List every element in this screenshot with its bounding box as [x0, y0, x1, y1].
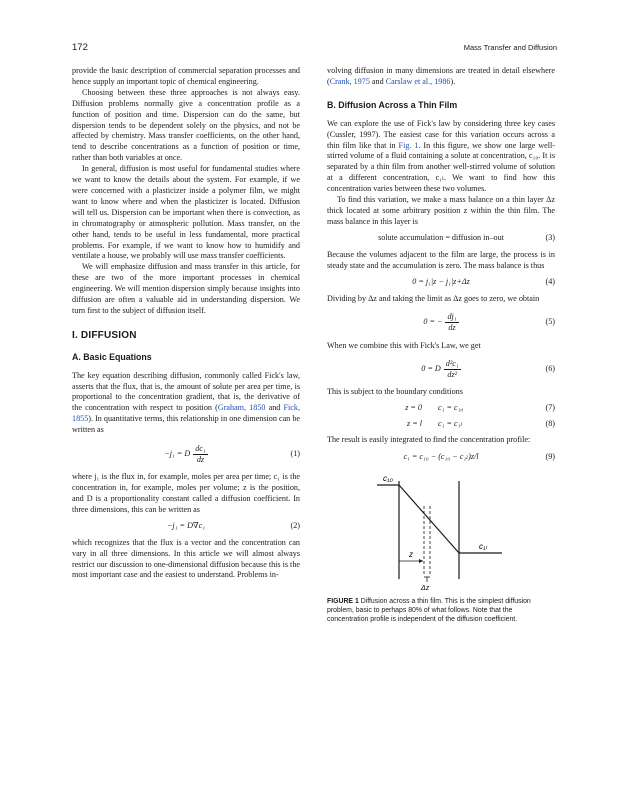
numerator: dj₁: [447, 312, 457, 321]
subsection-heading: A. Basic Equations: [72, 351, 152, 362]
denominator: dz: [448, 323, 456, 332]
z-arrowhead: [419, 559, 423, 563]
paragraph: [327, 119, 555, 195]
c10-label: c₁₀: [383, 474, 393, 484]
fraction: [193, 444, 208, 465]
left-column: [72, 66, 300, 581]
paragraph: Because the volumes adjacent to the film are large, the process is in steady state and the accumulation is zero. The mass balance is thus: [327, 249, 555, 270]
equation-number: (1): [290, 448, 300, 458]
paragraph-text: and: [369, 76, 386, 86]
equation-6: [327, 356, 555, 382]
equation-number: (6): [545, 363, 555, 373]
section-heading: I. DIFFUSION: [72, 329, 137, 341]
figure-caption: [327, 597, 555, 624]
paragraph: Choosing between these three approaches is not always easy. Diffusion problems normally give a concentration profile as a function of position and time. Dispersion can do the same, but dispersion tends to be dependent solely on the physics, and not be affected by chemistry. Mass transfer coefficients, on the other hand, tend to describe concentrations as a function of position or time, rather than both variables at once.: [72, 87, 300, 163]
paragraph-text: . In this figure, we show one large well-stirred volume of a fluid containing a solute at concentration, c₁₀. It is separated by a thin film from another well-stirred volume of solution at a different concentration, c₁ₗ. We want to find how this concentration varies between these two volumes.: [327, 140, 556, 194]
right-column: [327, 66, 555, 624]
equation-2: [72, 521, 300, 533]
equation-number: (4): [545, 277, 555, 287]
figure-link[interactable]: Fig. 1: [398, 140, 419, 150]
equation-number: (9): [545, 451, 555, 461]
figure-1: [327, 471, 555, 591]
paragraph: [72, 371, 300, 436]
thin-film-diagram: [327, 471, 555, 591]
numerator: d²c₁: [445, 358, 459, 368]
paragraph-text: ). In quantitative terms, this relationship in one dimension can be written as: [72, 414, 300, 435]
equation-number: (5): [545, 317, 555, 327]
paragraph-text: The key equation describing diffusion, commonly called Fick's law, asserts that the flux, that is, the amount of solute per area per time, is proportional to the concentration gradient, that is, the derivative of the concentration with respect to position (: [72, 370, 300, 413]
c1l-label: c₁ₗ: [479, 542, 487, 552]
equation-3: [327, 233, 555, 245]
paragraph-text: We can explore the use of Fick's law by considering three key cases (Cussler, 1997). The easiest case for this variation occurs across a thin film like that in: [327, 118, 555, 150]
equation-number: (8): [545, 419, 555, 429]
equation-1: [72, 441, 300, 467]
equation-9: [327, 451, 555, 463]
paragraph: In general, diffusion is most useful for fundamental studies where we want to know the details about the system. For example, if we were concerned with a plasticizer inside a polymer film, we might want to know where and when the plasticizer is located. Diffusion will tell us. Dispersion can be important when there is convection, as in chromatography or atmospheric pollution. Mass transfer, on the other hand, tends to be useful in less fundamental, more practical problems. For example, if we want to know how to humidify and ventilate a house, we probably will use mass transfer coefficients.: [72, 164, 300, 261]
paragraph: provide the basic description of commercial separation processes and hence supply an important topic of chemical engineering.: [72, 66, 300, 86]
paragraph-text: ).: [450, 76, 456, 86]
equation-7: [327, 403, 555, 414]
citation-link[interactable]: Carslaw et al., 1986: [385, 76, 451, 86]
paragraph-text: volving diffusion in many dimensions are treated in detail elsewhere (: [327, 66, 555, 86]
citation-link[interactable]: Crank, 1975: [329, 76, 370, 86]
equation-5: [327, 310, 555, 336]
equation-number: (2): [290, 521, 300, 531]
boundary-position: z = 0: [405, 403, 422, 413]
paragraph: This is subject to the boundary conditions: [327, 387, 463, 397]
page-number: 172: [72, 42, 88, 53]
z-label: z: [409, 550, 413, 560]
subsection-heading: B. Diffusion Across a Thin Film: [327, 99, 458, 110]
equation-lhs: 0 = −: [423, 317, 443, 327]
concentration-profile: [399, 485, 459, 553]
caption-text: Diffusion across a thin film. This is the simplest diffusion problem, basic to perhaps 80% of what follows. Note that the concentration profile is independent of the diffusion coefficient.: [327, 598, 531, 624]
paragraph: The result is easily integrated to find the concentration profile:: [327, 435, 531, 445]
fraction: [445, 312, 458, 333]
equation-lhs: 0 = D: [421, 363, 441, 373]
paragraph: where j₁ is the flux in, for example, moles per area per time; c₁ is the concentration in, for example, moles per volume; z is the position, and D is a proportionality constant called a diffusion coefficient. In three dimensions, this can be written as: [72, 472, 300, 514]
boundary-position: z = l: [407, 419, 422, 429]
paragraph: which recognizes that the flux is a vector and the concentration can vary in all three dimensions. In this article we will almost always restrict our discussion to one-dimensional diffusion because this is the most important case and the easiest to understand. Problems in-: [72, 537, 300, 580]
fraction: [444, 359, 461, 380]
equation-text: solute accumulation = diffusion in–out: [378, 233, 504, 243]
caption-label: FIGURE 1: [327, 598, 359, 606]
paragraph: To find this variation, we make a mass balance on a thin layer Δz thick located at some arbitrary position z within the thin film. The mass balance in this layer is: [327, 195, 555, 226]
denominator: dz: [196, 454, 205, 464]
equation-text: c₁ = c₁₀ − (c₁₀ − c₁ₗ)z/l: [403, 451, 479, 461]
denominator: dz²: [447, 369, 458, 379]
equation-number: (3): [545, 233, 555, 243]
paragraph: We will emphasize diffusion and mass transfer in this article, for these are two of the more important processes in chemical engineering. We will mention dispersion simply because insights into diffusion are often a valuable aid in understanding dispersion. We turn first to the subject of diffusion itself.: [72, 262, 300, 315]
citation-link[interactable]: Fick, 1855: [72, 403, 301, 424]
paragraph: Dividing by Δz and taking the limit as Δz goes to zero, we obtain: [327, 293, 540, 303]
running-head: Mass Transfer and Diffusion: [463, 43, 557, 52]
paragraph-text: and: [265, 403, 284, 413]
equation-4: [327, 277, 555, 289]
equation-text: −j₁ = D∇c₁: [166, 521, 206, 531]
citation-link[interactable]: Graham, 1850: [217, 403, 266, 413]
dz-label: Δz: [421, 585, 430, 592]
equation-number: (7): [545, 403, 555, 413]
equation-lhs: −j₁ = D: [164, 448, 191, 458]
numerator: dc₁: [195, 443, 206, 453]
boundary-value: c₁ = c₁ₗ: [438, 419, 463, 429]
boundary-value: c₁ = c₁₀: [438, 403, 464, 413]
paragraph: [327, 66, 555, 88]
equation-text: 0 = j₁|z − j₁|z+Δz: [412, 277, 470, 287]
equation-8: [327, 419, 555, 430]
paragraph: When we combine this with Fick's Law, we get: [327, 340, 481, 350]
